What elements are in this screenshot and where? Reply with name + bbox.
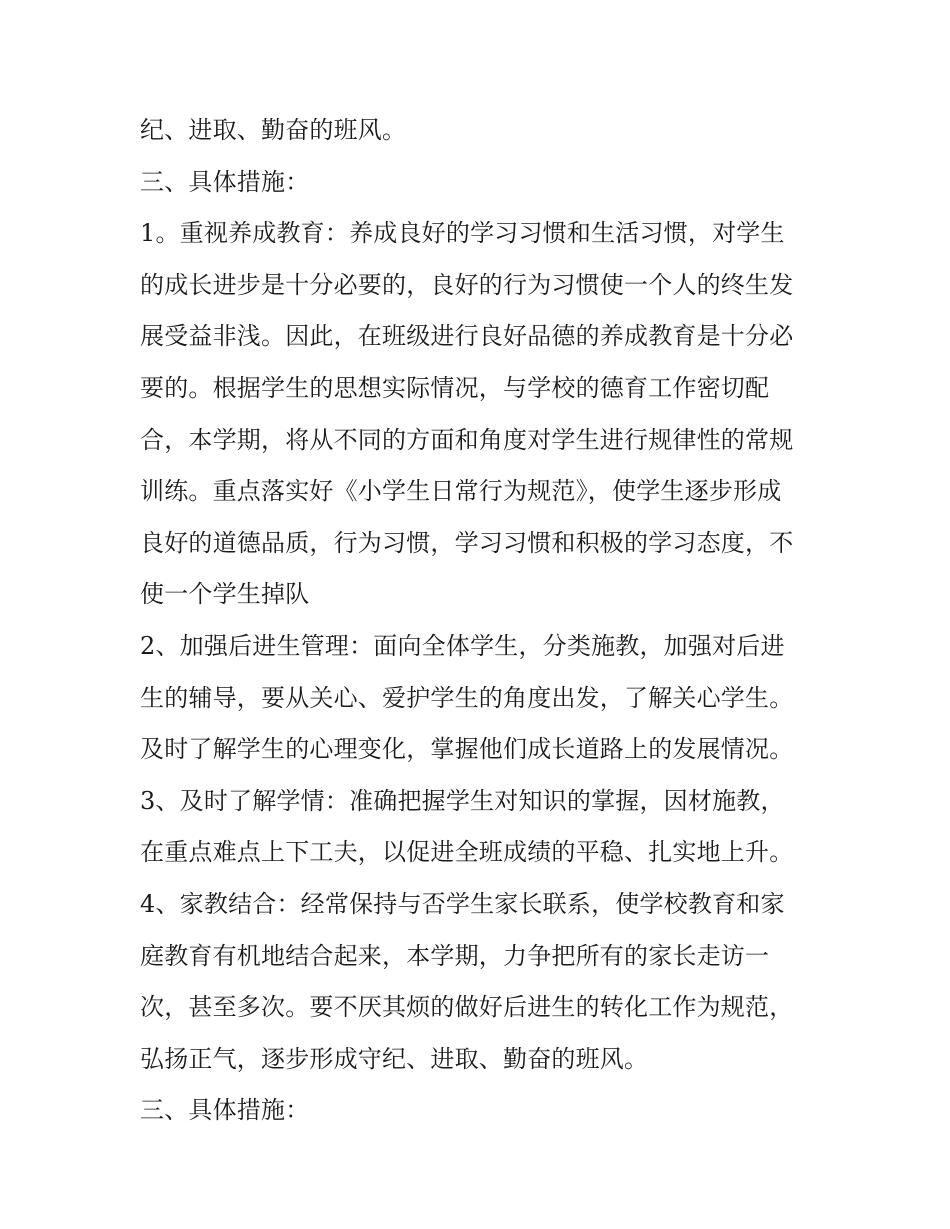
- text-line: 3、及时了解学情：准确把握学生对知识的掌握，因材施教，: [140, 786, 785, 815]
- text-line: 展受益非浅。因此，在班级进行良好品德的养成教育是十分必: [140, 322, 794, 351]
- text-line: 使一个学生掉队: [140, 580, 310, 609]
- text-line: 合，本学期，将从不同的方面和角度对学生进行规律性的常规: [140, 425, 794, 454]
- section-heading: 三、具体措施：: [140, 167, 310, 196]
- text-line: 良好的道德品质，行为习惯，学习习惯和积极的学习态度，不: [140, 528, 794, 557]
- text-line: 在重点难点上下工夫，以促进全班成绩的平稳、扎实地上升。: [140, 838, 794, 867]
- section-heading: 三、具体措施：: [140, 1096, 310, 1125]
- document-body: [140, 105, 830, 1137]
- text-line: 2、加强后进生管理：面向全体学生，分类施教，加强对后进: [140, 631, 785, 660]
- text-line: 训练。重点落实好《小学生日常行为规范》，使学生逐步形成: [140, 477, 782, 506]
- text-line: 1。重视养成教育：养成良好的学习习惯和生活习惯，对学生: [140, 219, 785, 248]
- text-line: 的成长进步是十分必要的，良好的行为习惯使一个人的终生发: [140, 270, 794, 299]
- text-line: 及时了解学生的心理变化，掌握他们成长道路上的发展情况。: [140, 735, 794, 764]
- text-line: 庭教育有机地结合起来，本学期，力争把所有的家长走访一: [140, 941, 770, 970]
- text-line: 生的辅导，要从关心、爱护学生的角度出发，了解关心学生。: [140, 683, 794, 712]
- text-line: 要的。根据学生的思想实际情况，与学校的德育工作密切配: [140, 373, 770, 402]
- text-line: 纪、进取、勤奋的班风。: [140, 116, 407, 144]
- text-line: 4、家教结合：经常保持与否学生家长联系，使学校教育和家: [140, 889, 785, 918]
- text-line: 次，甚至多次。要不厌其烦的做好后进生的转化工作为规范，: [140, 993, 794, 1022]
- text-line: 弘扬正气，逐步形成守纪、进取、勤奋的班风。: [140, 1044, 649, 1073]
